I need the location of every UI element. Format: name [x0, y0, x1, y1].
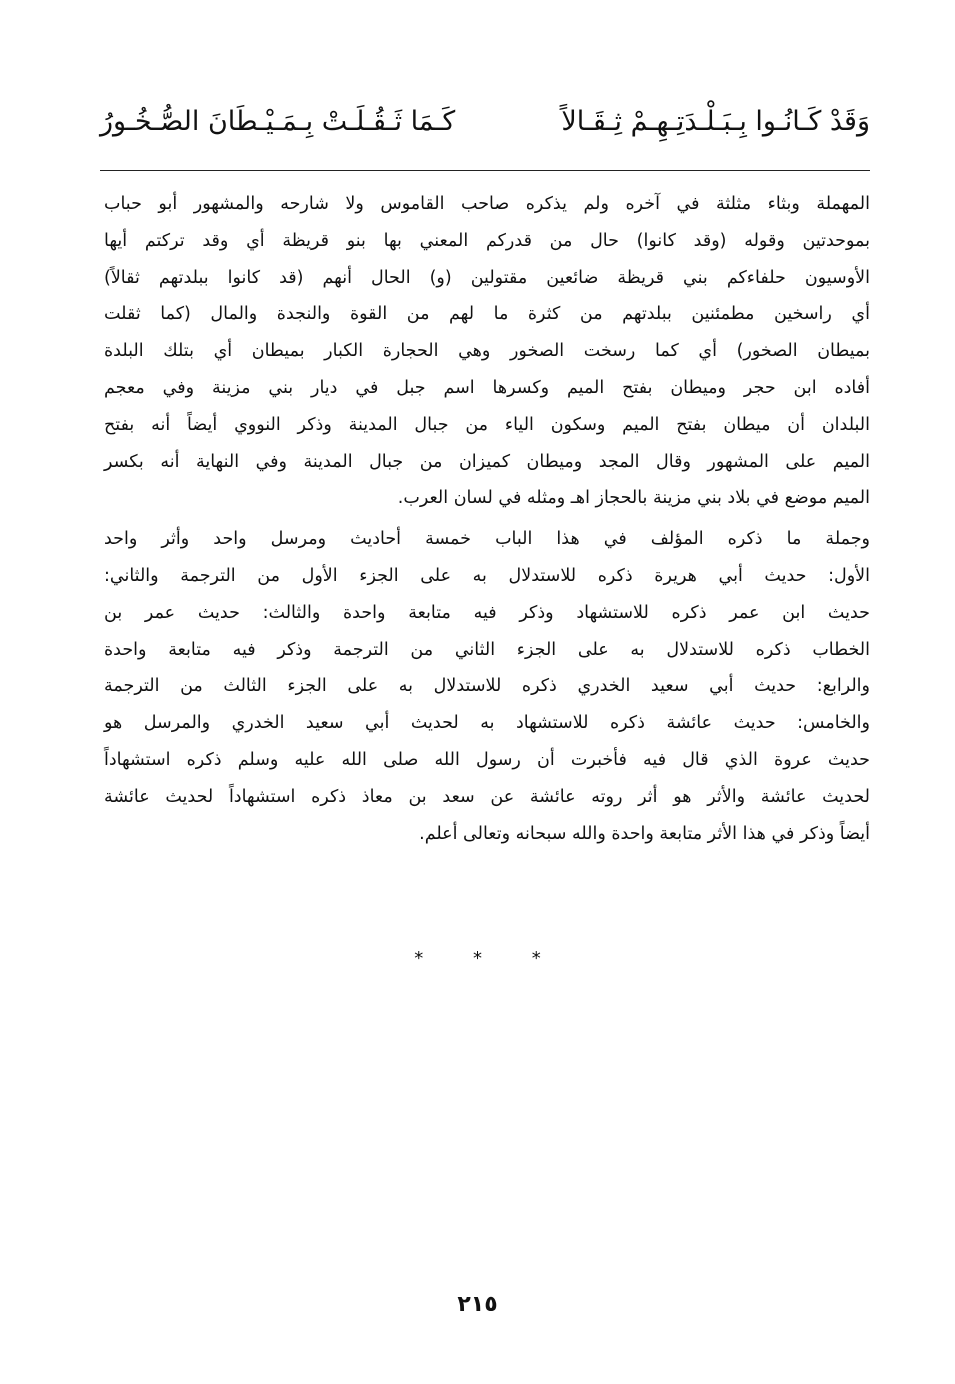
summary-line: حديث ابن عمر ذكره للاستشهاد وذكر فيه متابعة واحدة والثالث: حديث عمر بن	[104, 602, 870, 623]
summary-line: لحديث عائشة والأثر هو أثر روته عائشة عن سعد بن معاذ ذكره استشهاداً لحديث عائشة	[104, 786, 870, 807]
verse-first-half: وَقَدْ كَـانُـوا بِـبَـلْـدَتِـهِـمْ ثِـقَـالاً	[561, 106, 870, 137]
commentary-line: الأوسيون حلفاءكم بني قريظة ضائعين مقتولين (و) الحال أنهم (قد كانوا ببلدتهم ثقالاً)	[104, 267, 870, 288]
summary-line: أيضاً وذكر في هذا الأثر متابعة واحدة والله سبحانه وتعالى أعلم.	[419, 823, 870, 844]
commentary-line: المهملة وبثاء مثلثة في آخره ولم يذكره صاحب القاموس ولا شارحه والمشهور أبو حباب	[104, 194, 870, 214]
summary-line: الأول: حديث أبي هريرة ذكره للاستدلال به على الجزء الأول من الترجمة والثاني:	[104, 565, 870, 586]
commentary-line: الميم موضع في بلاد بني مزينة بالحجاز اهـ ومثله في لسان العرب.	[397, 488, 870, 509]
page-number: ٢١٥	[457, 1292, 498, 1317]
summary-line: حديث عروة الذي قال فيه فأخبرت أن رسول الله صلى الله عليه وسلم ذكره استشهاداً	[104, 749, 870, 770]
commentary-line: البلدان أن ميطان بفتح الميم وسكون الياء من جبال المدينة وذكر النووي أيضاً أنه بفتح	[104, 414, 870, 435]
summary-line: والخامس: حديث عائشة ذكره للاستشهاد به لحديث أبي سعيد الخدري والمرسل هو	[104, 713, 870, 734]
summary-line: الخطاب ذكره للاستدلال به على الجزء الثاني من الترجمة وذكر فيه متابعة واحدة	[104, 639, 870, 660]
poetry-verse	[100, 92, 870, 152]
summary-line: وجملة ما ذكره المؤلف في هذا الباب خمسة أحاديث ومرسل واحد وأثر واحد	[104, 529, 870, 550]
summary-line: والرابع: حديث أبي سعيد الخدري ذكره للاستدلال به على الجزء الثالث من الترجمة	[104, 676, 870, 697]
commentary-text	[104, 186, 870, 852]
section-separator-asterisks: * * *	[414, 948, 563, 969]
verse-second-half: كَـمَا ثَـقُـلَـتْ بِـمَـيْـطَانَ الصُّـخُـورُ	[100, 106, 456, 137]
commentary-line: بموحدتين وقوله (وقد كانوا) حال من قدركم المعني بها بنو قريظة أي وقد تركتم أيها	[104, 230, 870, 251]
commentary-line: الميم على المشهور وقال المجد وميطان كميزان من جبال المدينة وفي النهاية أنه بكسر	[104, 451, 870, 472]
commentary-line: بميطان الصخور) أي كما رسخت الصخور وهي الحجارة الكبار بميطان أي بتلك البلدة	[104, 341, 870, 362]
commentary-line: أي راسخين مطمئنين ببلدتهم من كثرة ما لهم من القوة والنجدة والمال (كما ثقلت	[104, 304, 870, 325]
commentary-line: أفاده ابن حجر وميطان بفتح الميم وكسرها اسم جبل في ديار بني مزينة وفي معجم	[104, 377, 870, 398]
verse-divider-line	[100, 170, 870, 171]
